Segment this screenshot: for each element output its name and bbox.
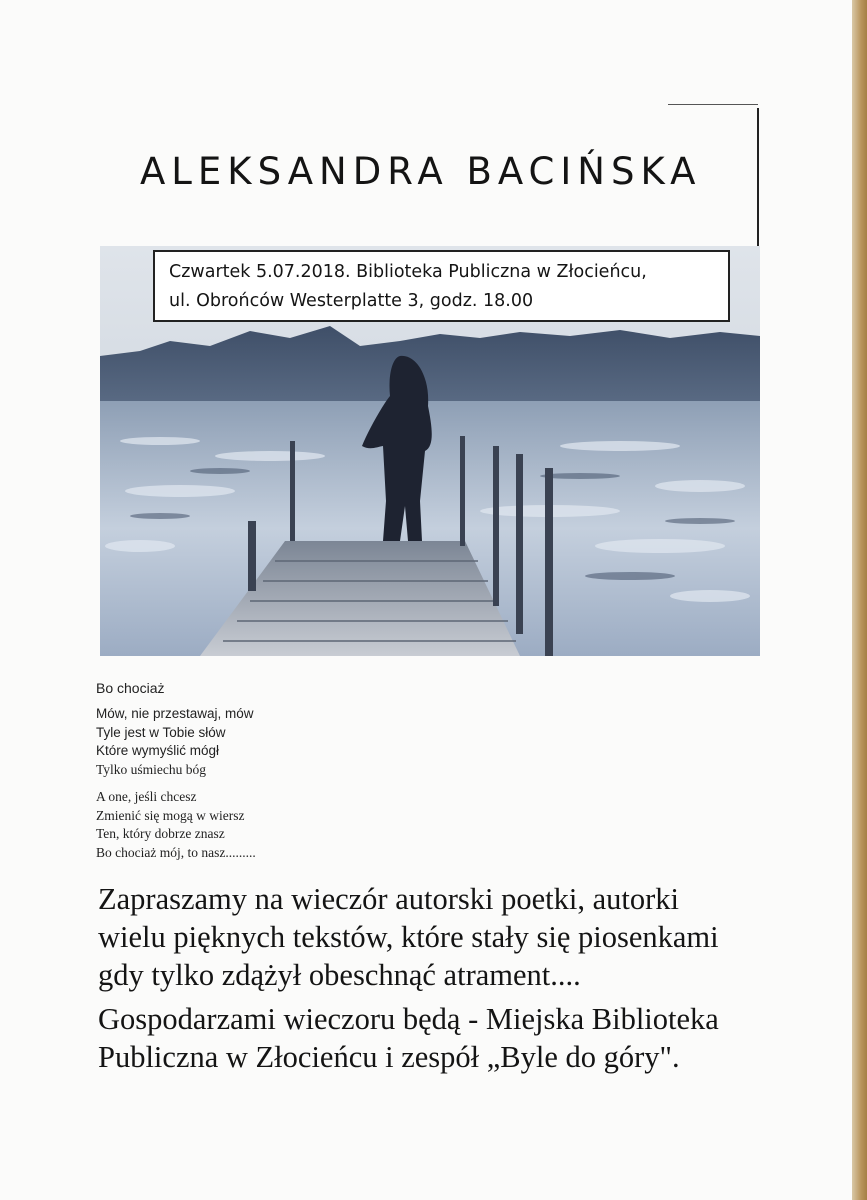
poem-stanza-2: [96, 788, 516, 862]
invitation-paragraph: [98, 880, 818, 994]
poem-line: Które wymyślić mógł: [96, 743, 220, 758]
wooden-background-edge: [852, 0, 867, 1200]
poem-line: Zmienić się mogą w wiersz: [96, 807, 245, 823]
invitation-line: Zapraszamy na wieczór autorski poetki, autorki: [98, 882, 679, 916]
poem-line: A one, jeśli chcesz: [96, 789, 197, 804]
poem-line: Tylko uśmiechu bóg: [96, 761, 207, 777]
hosts-line: Publiczna w Złocieńcu i zespół „Byle do góry".: [98, 1040, 680, 1074]
hosts-line: Gospodarzami wieczoru będą - Miejska Biblioteka: [98, 1002, 719, 1036]
title-frame-top-rule: [668, 104, 758, 105]
event-info-box: [153, 250, 730, 322]
invitation-line: gdy tylko zdążył obeschnąć atrament....: [98, 958, 581, 992]
author-name-text: ALEKSANDRA BACIŃSKA: [140, 150, 702, 193]
poem: [96, 680, 516, 862]
event-address-time: ul. Obrońców Westerplatte 3, godz. 18.00: [169, 291, 534, 311]
poem-line: Tyle jest w Tobie słów: [96, 724, 226, 740]
poem-line: Bo chociaż mój, to nasz.........: [96, 844, 256, 860]
event-date-place: Czwartek 5.07.2018. Biblioteka Publiczna w Złocieńcu,: [169, 262, 647, 282]
poem-line: Ten, który dobrze znasz: [96, 826, 225, 841]
hosts-paragraph: [98, 1000, 818, 1076]
poem-line: Mów, nie przestawaj, mów: [96, 706, 254, 721]
author-name-heading: [140, 150, 760, 193]
poem-stanza-1: [96, 705, 516, 779]
poem-title: Bo chociaż: [96, 680, 165, 696]
invitation-text: [98, 880, 818, 1076]
invitation-line: wielu pięknych tekstów, które stały się piosenkami: [98, 920, 719, 954]
